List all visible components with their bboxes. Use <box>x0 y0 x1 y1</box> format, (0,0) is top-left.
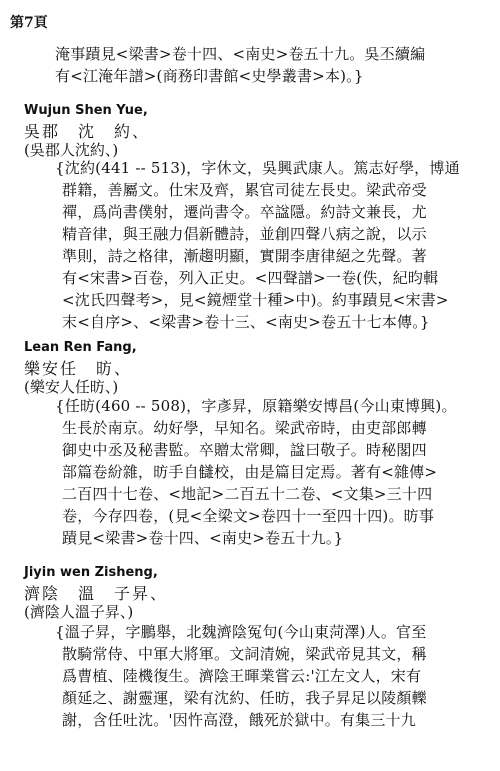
entry-body-line: 生長於南京。幼好學，早知名。梁武帝時，由吏部郎轉 <box>62 419 427 437</box>
entry-body-line: 末<自序>、<梁書>卷十三、<南史>卷五十七本傳。} <box>62 313 430 331</box>
page-number: 第7頁 <box>10 15 48 31</box>
entry-body-line: 準則，詩之格律，漸趨明顯，實開李唐律絕之先聲。著 <box>62 247 427 265</box>
entry-alt-reading: (吳郡人沈約、) <box>24 141 119 159</box>
entry-romanization: Lean Ren Fang, <box>24 340 137 355</box>
entry-body-line: 有<宋書>百卷，列入正史。<四聲譜>一卷(佚，紀昀輯 <box>62 269 439 287</box>
entry-body-line: 禪，爲尚書僕射，遷尚書令。卒諡隱。約詩文兼長，尤 <box>62 203 427 221</box>
entry-body-line: 顏延之、謝靈運，梁有沈約、任昉，我子昇足以陵顏轢 <box>62 689 427 707</box>
entry-body-line: 部篇卷紛雜，昉手自讎校，由是篇目定焉。著有<雜傳> <box>62 463 438 481</box>
entry-alt-reading: (濟陰人溫子昇、) <box>24 603 134 621</box>
entry-body-line: 謝，含任吐沈。'因忤高澄，餓死於獄中。有集三十九 <box>62 711 416 729</box>
entry-body-line: {沈約(441 -- 513)，字休文，吳興武康人。篤志好學，博通 <box>55 159 460 177</box>
entry-body-line: 蹟見<梁書>卷十四、<南史>卷五十九。} <box>62 529 344 547</box>
entry-romanization: Wujun Shen Yue, <box>24 103 148 118</box>
continuation-line: 有<江淹年譜>(商務印書館<史學叢書>本)。} <box>55 67 364 85</box>
entry-romanization: Jiyin wen Zisheng, <box>24 565 158 580</box>
continuation-line: 淹事蹟見<梁書>卷十四、<南史>卷五十九。吳丕續編 <box>55 45 426 63</box>
entry-body-line: 二百四十七卷、<地記>二百五十二卷、<文集>三十四 <box>62 485 433 503</box>
entry-hanzi: 樂安任 昉、 <box>24 359 133 378</box>
entry-body-line: 御史中丞及秘書監。卒贈太常卿，諡曰敬子。時秘閣四 <box>62 441 427 459</box>
entry-body-line: <沈氏四聲考>，見<鏡煙堂十種>中)。約事蹟見<宋書> <box>62 291 449 309</box>
entry-body-line: 散騎常侍、中軍大將軍。文詞清婉，梁武帝見其文，稱 <box>62 645 427 663</box>
entry-hanzi: 吳郡 沈 約、 <box>24 122 151 141</box>
entry-body-line: {任昉(460 -- 508)，字彥昇，原籍樂安博昌(今山東博興)。 <box>55 397 457 415</box>
entry-alt-reading: (樂安人任昉、) <box>24 378 119 396</box>
entry-body-line: {溫子昇，字鵬舉，北魏濟陰冤句(今山東菏澤)人。官至 <box>55 623 427 641</box>
entry-body-line: 爲曹植、陸機復生。濟陰王暉業嘗云:'江左文人，宋有 <box>62 667 422 685</box>
entry-body-line: 群籍，善屬文。仕宋及齊，累官司徒左長史。梁武帝受 <box>62 181 427 199</box>
entry-hanzi: 濟陰 溫 子昇、 <box>24 584 169 603</box>
entry-body-line: 卷，今存四卷，(見<全梁文>卷四十一至四十四)。昉事 <box>62 507 435 525</box>
entry-body-line: 精音律，與王融力倡新體詩，並創四聲八病之說，以示 <box>62 225 427 243</box>
